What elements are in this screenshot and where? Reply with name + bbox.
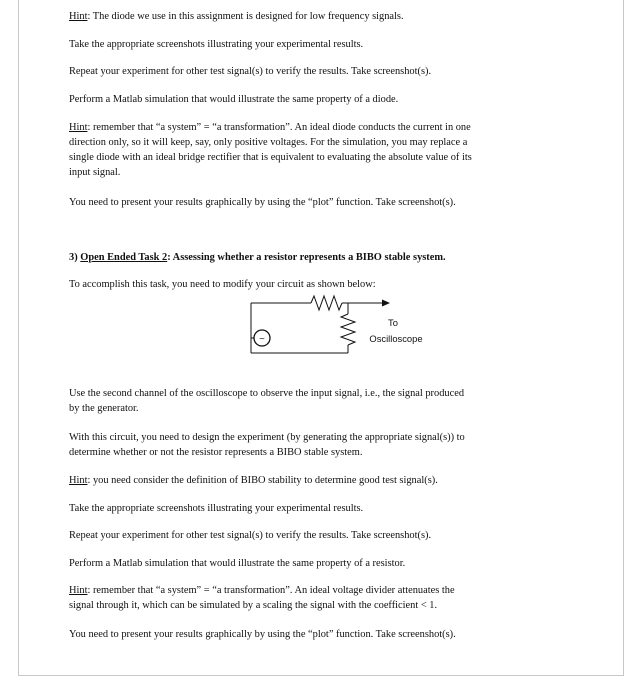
paragraph-hint-bibo: Hint: you need consider the definition of BIBO stability to determine good test signal(s). xyxy=(69,475,438,486)
paragraph-hint-diode xyxy=(69,9,569,24)
paragraph-matlab: Perform a Matlab simulation that would illustrate the same property of a diode. xyxy=(69,94,399,105)
hint-line-3: single diode with an ideal bridge rectifier that is equivalent to evaluating the absolute value of its xyxy=(69,152,472,163)
hint-label: Hint xyxy=(69,122,88,133)
shunt-resistor xyxy=(341,314,355,345)
series-resistor xyxy=(311,296,342,310)
paragraph-repeat: Repeat your experiment for other test signal(s) to verify the results. Take screenshot(s). xyxy=(69,66,432,77)
paragraph-modify-circuit: To accomplish this task, you need to modify your circuit as shown below: xyxy=(69,279,376,290)
paragraph-repeat-2: Repeat your experiment for other test signal(s) to verify the results. Take screenshot(s). xyxy=(69,530,432,541)
task-title: Open Ended Task 2 xyxy=(80,252,168,263)
hint-label: Hint xyxy=(69,585,88,596)
hint-label: Hint xyxy=(69,11,88,22)
paragraph-plot: You need to present your results graphically by using the “plot” function. Take screenshot(s). xyxy=(69,197,456,208)
paragraph-hint-system xyxy=(69,120,569,180)
paragraph-plot-2: You need to present your results graphically by using the “plot” function. Take screenshot(s). xyxy=(69,629,456,640)
paragraph-screenshots-2: Take the appropriate screenshots illustrating your experimental results. xyxy=(69,503,364,514)
task-description: : Assessing whether a resistor represents a BIBO stable system. xyxy=(167,252,446,263)
paragraph-design-experiment: With this circuit, you need to design the experiment (by generating the appropriate signal(s)) to determine whether or not the resistor represents a BIBO stable system. xyxy=(69,432,465,458)
label-to: To xyxy=(388,317,398,328)
task-number: 3) xyxy=(69,252,81,263)
hint-line-1: Hint: remember that “a system” = “a transformation”. An ideal diode conducts the current in one xyxy=(69,122,471,133)
task-heading xyxy=(69,250,569,265)
label-oscilloscope: Oscilloscope xyxy=(369,333,423,344)
hint-label: Hint xyxy=(69,475,88,486)
hint-line-2: direction only, so it will keep, say, only positive voltages. For the simulation, you may replace a xyxy=(69,137,468,148)
ac-source-symbol: ~ xyxy=(259,332,265,344)
paragraph-screenshots: Take the appropriate screenshots illustrating your experimental results. xyxy=(69,39,364,50)
paragraph-hint-divider: Hint: remember that “a system” = “a transformation”. An ideal voltage divider attenuates the signal through it, which can be simulated by a scaling the signal with the coefficient < 1. xyxy=(69,585,455,611)
output-arrow-icon xyxy=(382,300,390,307)
paragraph-second-channel: Use the second channel of the oscilloscope to observe the input signal, i.e., the signal produced by the generator. xyxy=(69,388,465,414)
circuit-diagram xyxy=(250,290,440,360)
hint-text: : The diode we use in this assignment is designed for low frequency signals. xyxy=(87,11,404,22)
hint-line-4: input signal. xyxy=(69,167,121,178)
paragraph-matlab-2: Perform a Matlab simulation that would illustrate the same property of a resistor. xyxy=(69,558,406,569)
